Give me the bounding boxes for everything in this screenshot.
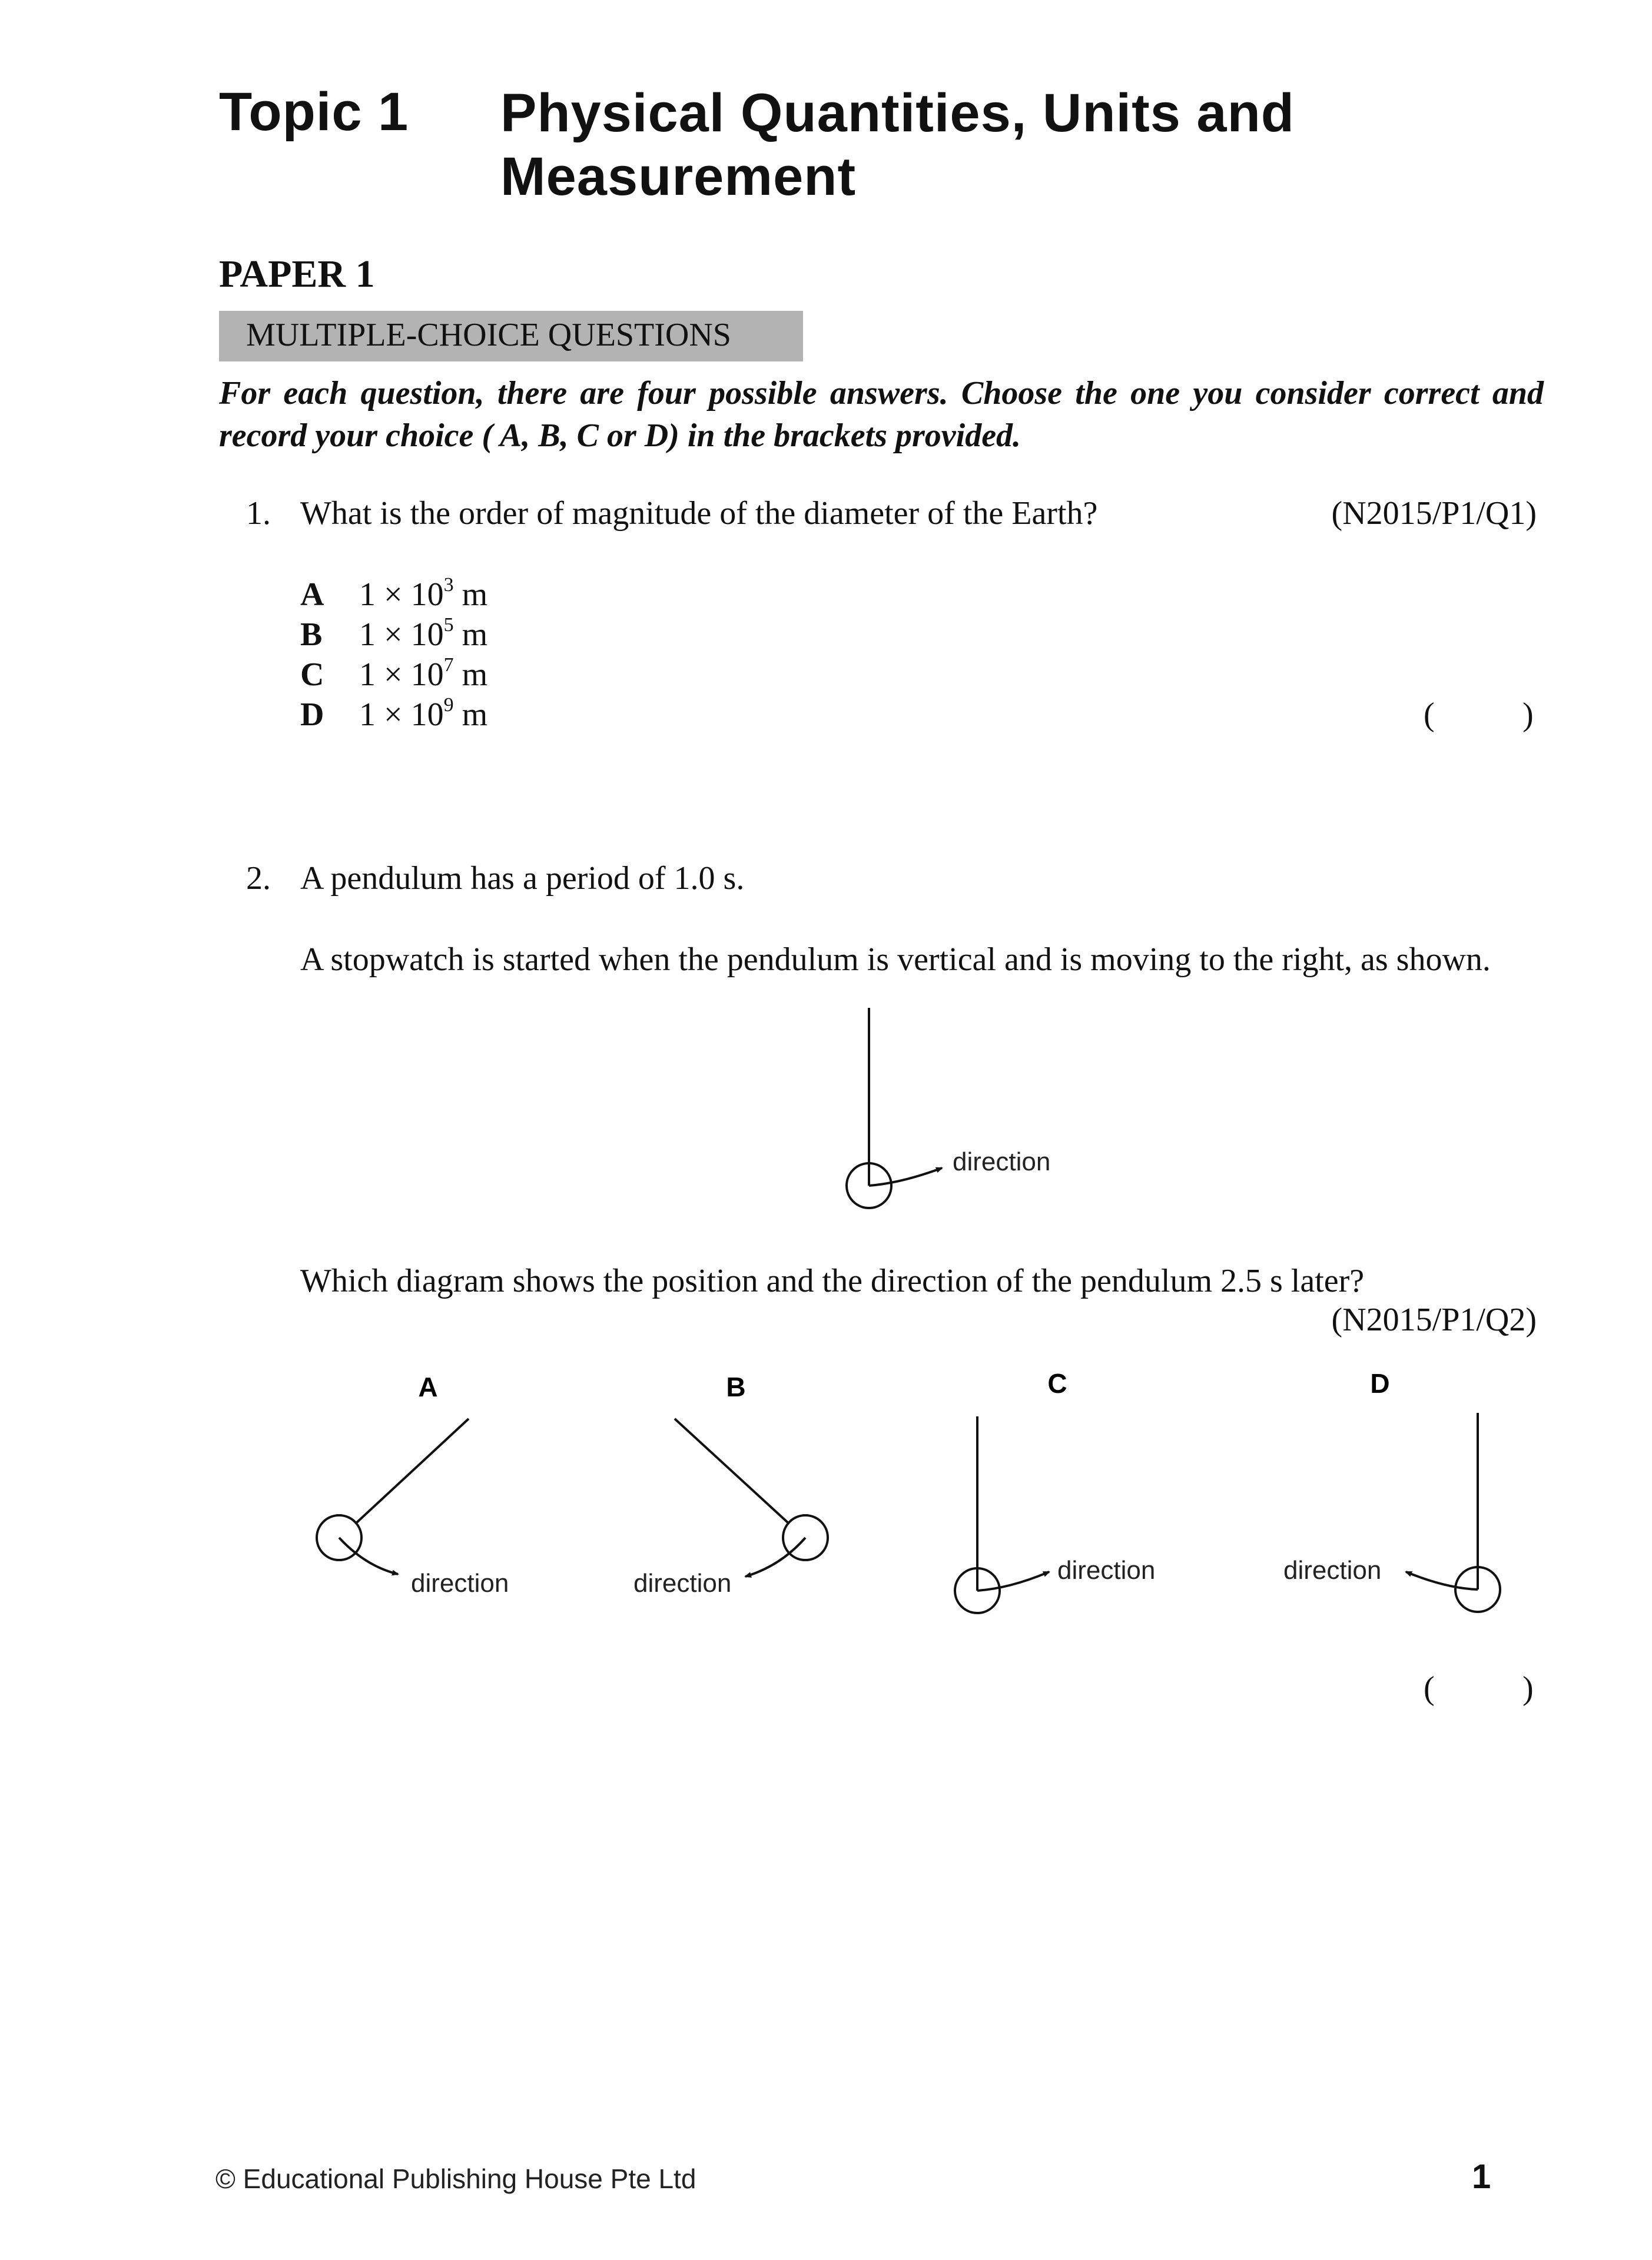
question-2-text-2: A stopwatch is started when the pendulum is vertical and is moving to the right, as shown. [300,941,1491,978]
question-2-number: 2. [246,860,271,897]
page-number: 1 [1472,2158,1491,2196]
choice-letter: B [726,1372,746,1402]
question-1-text: What is the order of magnitude of the diameter of the Earth? [300,495,1098,532]
choice-letter: D [1370,1368,1390,1399]
question-2-answer-close[interactable]: ) [1522,1670,1534,1707]
direction-arrow [977,1572,1049,1591]
section-label: MULTIPLE-CHOICE QUESTIONS [246,317,731,353]
choice-letter: A [418,1372,438,1402]
question-1-number: 1. [246,495,271,532]
option-value: $1 \times 10^5$ m [359,614,488,653]
topic-title: Physical Quantities, Units and Measurement [500,83,1295,207]
question-2-text-3: Which diagram shows the position and the direction of the pendulum 2.5 s later? [300,1263,1365,1299]
choice-a-diagram[interactable] [317,1372,509,1598]
direction-arrow [1406,1572,1478,1589]
option-letter: B [300,616,323,653]
direction-label: direction [953,1147,1051,1176]
question-1-answer-close[interactable]: ) [1522,696,1534,733]
direction-arrow [339,1538,398,1574]
direction-label: direction [1283,1556,1382,1585]
option-value: $1 \times 10^9$ m [359,694,488,733]
instructions-line-1: For each question, there are four possible answers. Choose the one you consider correct and [219,375,1544,411]
pendulum-string [675,1419,789,1524]
question-1-answer-open[interactable]: ( [1424,696,1435,733]
question-1-ref: (N2015/P1/Q1) [1331,495,1537,532]
direction-label: direction [411,1569,509,1598]
choice-letter: C [1047,1368,1067,1399]
pendulum-string [356,1419,469,1524]
question-2-text-1: A pendulum has a period of 1.0 s. [300,860,745,897]
choice-b-diagram[interactable] [633,1372,828,1598]
question-2-answer-open[interactable]: ( [1424,1670,1435,1707]
choice-d-diagram[interactable] [1283,1368,1500,1612]
question-2-ref: (N2015/P1/Q2) [1331,1302,1537,1338]
option-letter: D [300,696,324,733]
option-value: $1 \times 10^3$ m [359,574,488,613]
topic-label: Topic 1 [219,82,409,142]
choice-c-diagram[interactable] [955,1368,1155,1613]
direction-label: direction [633,1569,732,1598]
option-value: $1 \times 10^7$ m [359,654,488,693]
option-letter: C [300,656,324,693]
direction-label: direction [1057,1556,1156,1585]
option-letter: A [300,576,324,613]
paper-heading: PAPER 1 [219,253,375,296]
copyright: © Educational Publishing House Pte Ltd [215,2163,696,2194]
instructions-line-2: record your choice ( A, B, C or D) in the brackets provided. [219,417,1021,454]
